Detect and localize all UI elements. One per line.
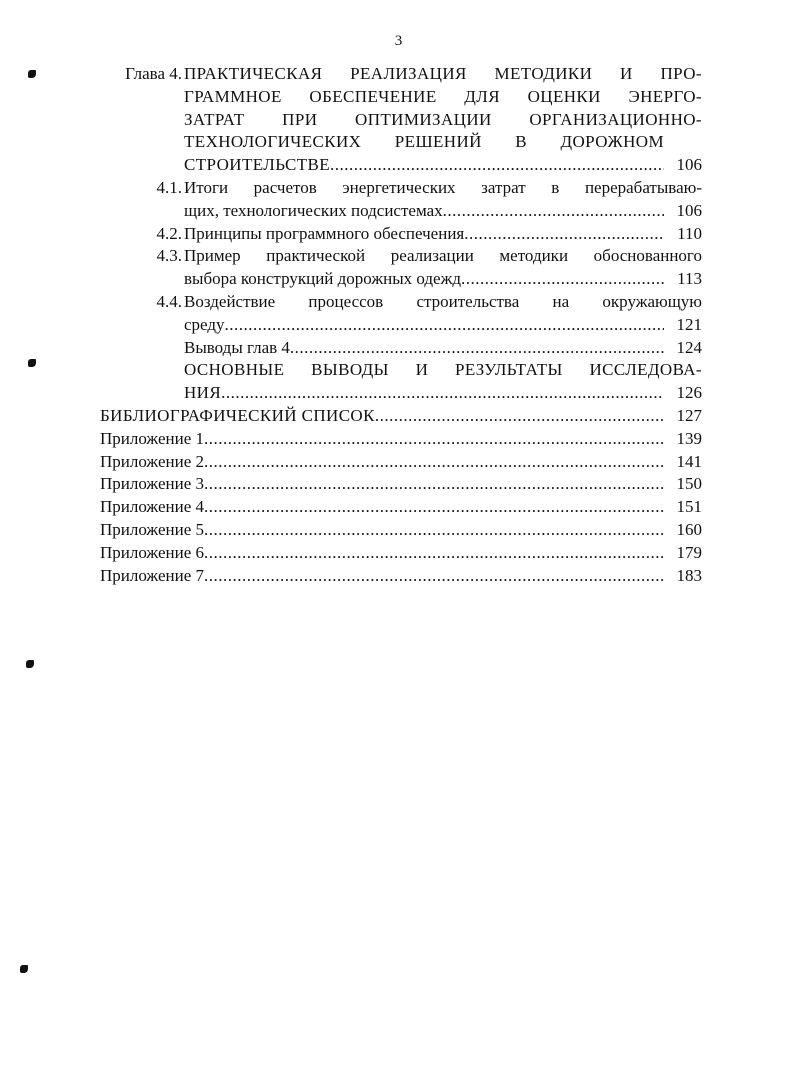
toc-section-4-2[interactable]	[100, 223, 702, 246]
appendix-title: Приложение 2	[100, 451, 204, 471]
leader-dots	[290, 337, 664, 360]
leader-dots	[464, 223, 664, 246]
page-ref: 139	[676, 428, 702, 448]
page-ref: 126	[676, 383, 702, 403]
toc-bibliography[interactable]	[100, 405, 702, 428]
toc-appendix-4[interactable]	[100, 496, 702, 519]
chapter-title-line: ПРАКТИЧЕСКАЯ РЕАЛИЗАЦИЯ МЕТОДИКИ И ПРО-	[184, 64, 702, 83]
chapter-label: Глава 4.	[125, 64, 182, 83]
page-number: 3	[394, 33, 403, 49]
section-title-line: выбора конструкций дорожных одежд	[184, 269, 461, 289]
toc-appendix-2[interactable]	[100, 451, 702, 474]
leader-dots	[204, 451, 664, 474]
section-number: 4.4.	[156, 291, 182, 311]
leader-dots	[330, 154, 664, 177]
main-results-title-line: ОСНОВНЫЕ ВЫВОДЫ И РЕЗУЛЬТАТЫ ИССЛЕДОВА-	[184, 360, 702, 380]
chapter-title-line: СТРОИТЕЛЬСТВЕ	[184, 155, 330, 175]
section-number: 4.2.	[156, 223, 182, 243]
toc-appendix-1[interactable]	[100, 428, 702, 451]
section-title-line: Воздействие процессов строительства на окружающую	[184, 291, 702, 311]
appendix-title: Приложение 5	[100, 519, 204, 539]
toc-section-4-1[interactable]	[100, 177, 702, 223]
toc-main-results[interactable]	[100, 359, 702, 405]
page-ref: 127	[676, 405, 702, 425]
page-ref: 124	[676, 337, 702, 357]
toc-appendix-5[interactable]	[100, 519, 702, 542]
page-ref: 110	[677, 223, 702, 243]
page-ref: 179	[676, 542, 702, 562]
page-ref: 183	[676, 565, 702, 585]
leader-dots	[204, 542, 664, 565]
chapter-title-line: ГРАММНОЕ ОБЕСПЕЧЕНИЕ ДЛЯ ОЦЕНКИ ЭНЕРГО-	[184, 86, 702, 106]
chapter-title-line: ЗАТРАТ ПРИ ОПТИМИЗАЦИИ ОРГАНИЗАЦИОННО-	[184, 109, 702, 129]
binding-mark	[28, 70, 36, 78]
leader-dots	[204, 428, 664, 451]
page-ref: 121	[676, 314, 702, 334]
section-title-line: щих, технологических подсистемах	[184, 200, 443, 220]
section-title-line: Итоги расчетов энергетических затрат в перерабатываю-	[184, 177, 702, 197]
page-ref: 151	[676, 497, 702, 517]
leader-dots	[225, 314, 664, 337]
leader-dots	[443, 200, 664, 223]
toc-appendix-6[interactable]	[100, 542, 702, 565]
leader-dots	[204, 473, 664, 496]
section-title-line: Принципы программного обеспечения	[184, 223, 465, 243]
leader-dots	[204, 519, 664, 542]
appendix-title: Приложение 1	[100, 428, 204, 448]
toc-section-4-4[interactable]	[100, 291, 702, 337]
leader-dots	[375, 405, 664, 428]
binding-mark	[20, 965, 28, 973]
leader-dots	[221, 382, 664, 405]
section-title-line: среду	[184, 314, 225, 334]
leader-dots	[461, 268, 664, 291]
conclusions-title: Выводы глав 4	[184, 337, 290, 357]
appendix-title: Приложение 7	[100, 565, 204, 585]
chapter-title-line: ТЕХНОЛОГИЧЕСКИХ РЕШЕНИЙ В ДОРОЖНОМ	[184, 132, 664, 152]
bibliography-title: БИБЛИОГРАФИЧЕСКИЙ СПИСОК	[100, 405, 375, 425]
page-ref: 113	[677, 269, 702, 289]
binding-mark	[26, 660, 34, 668]
appendix-title: Приложение 4	[100, 497, 204, 517]
appendix-title: Приложение 6	[100, 542, 204, 562]
binding-mark	[28, 359, 36, 367]
page-ref: 106	[676, 155, 702, 175]
leader-dots	[204, 496, 664, 519]
page-ref: 106	[676, 200, 702, 220]
page-ref: 160	[676, 519, 702, 539]
toc-section-4-3[interactable]	[100, 245, 702, 291]
section-title-line: Пример практической реализации методики обоснованного	[184, 246, 702, 266]
page-ref: 150	[676, 474, 702, 494]
toc-appendix-3[interactable]	[100, 473, 702, 496]
appendix-title: Приложение 3	[100, 474, 204, 494]
toc-chapter-4[interactable]	[100, 63, 702, 177]
leader-dots	[204, 565, 664, 588]
table-of-contents	[100, 63, 702, 587]
section-number: 4.1.	[156, 177, 182, 197]
toc-conclusions[interactable]	[100, 337, 702, 360]
section-number: 4.3.	[156, 246, 182, 266]
main-results-title-line: НИЯ	[184, 383, 222, 403]
page-ref: 141	[676, 451, 702, 471]
toc-appendix-7[interactable]	[100, 565, 702, 588]
